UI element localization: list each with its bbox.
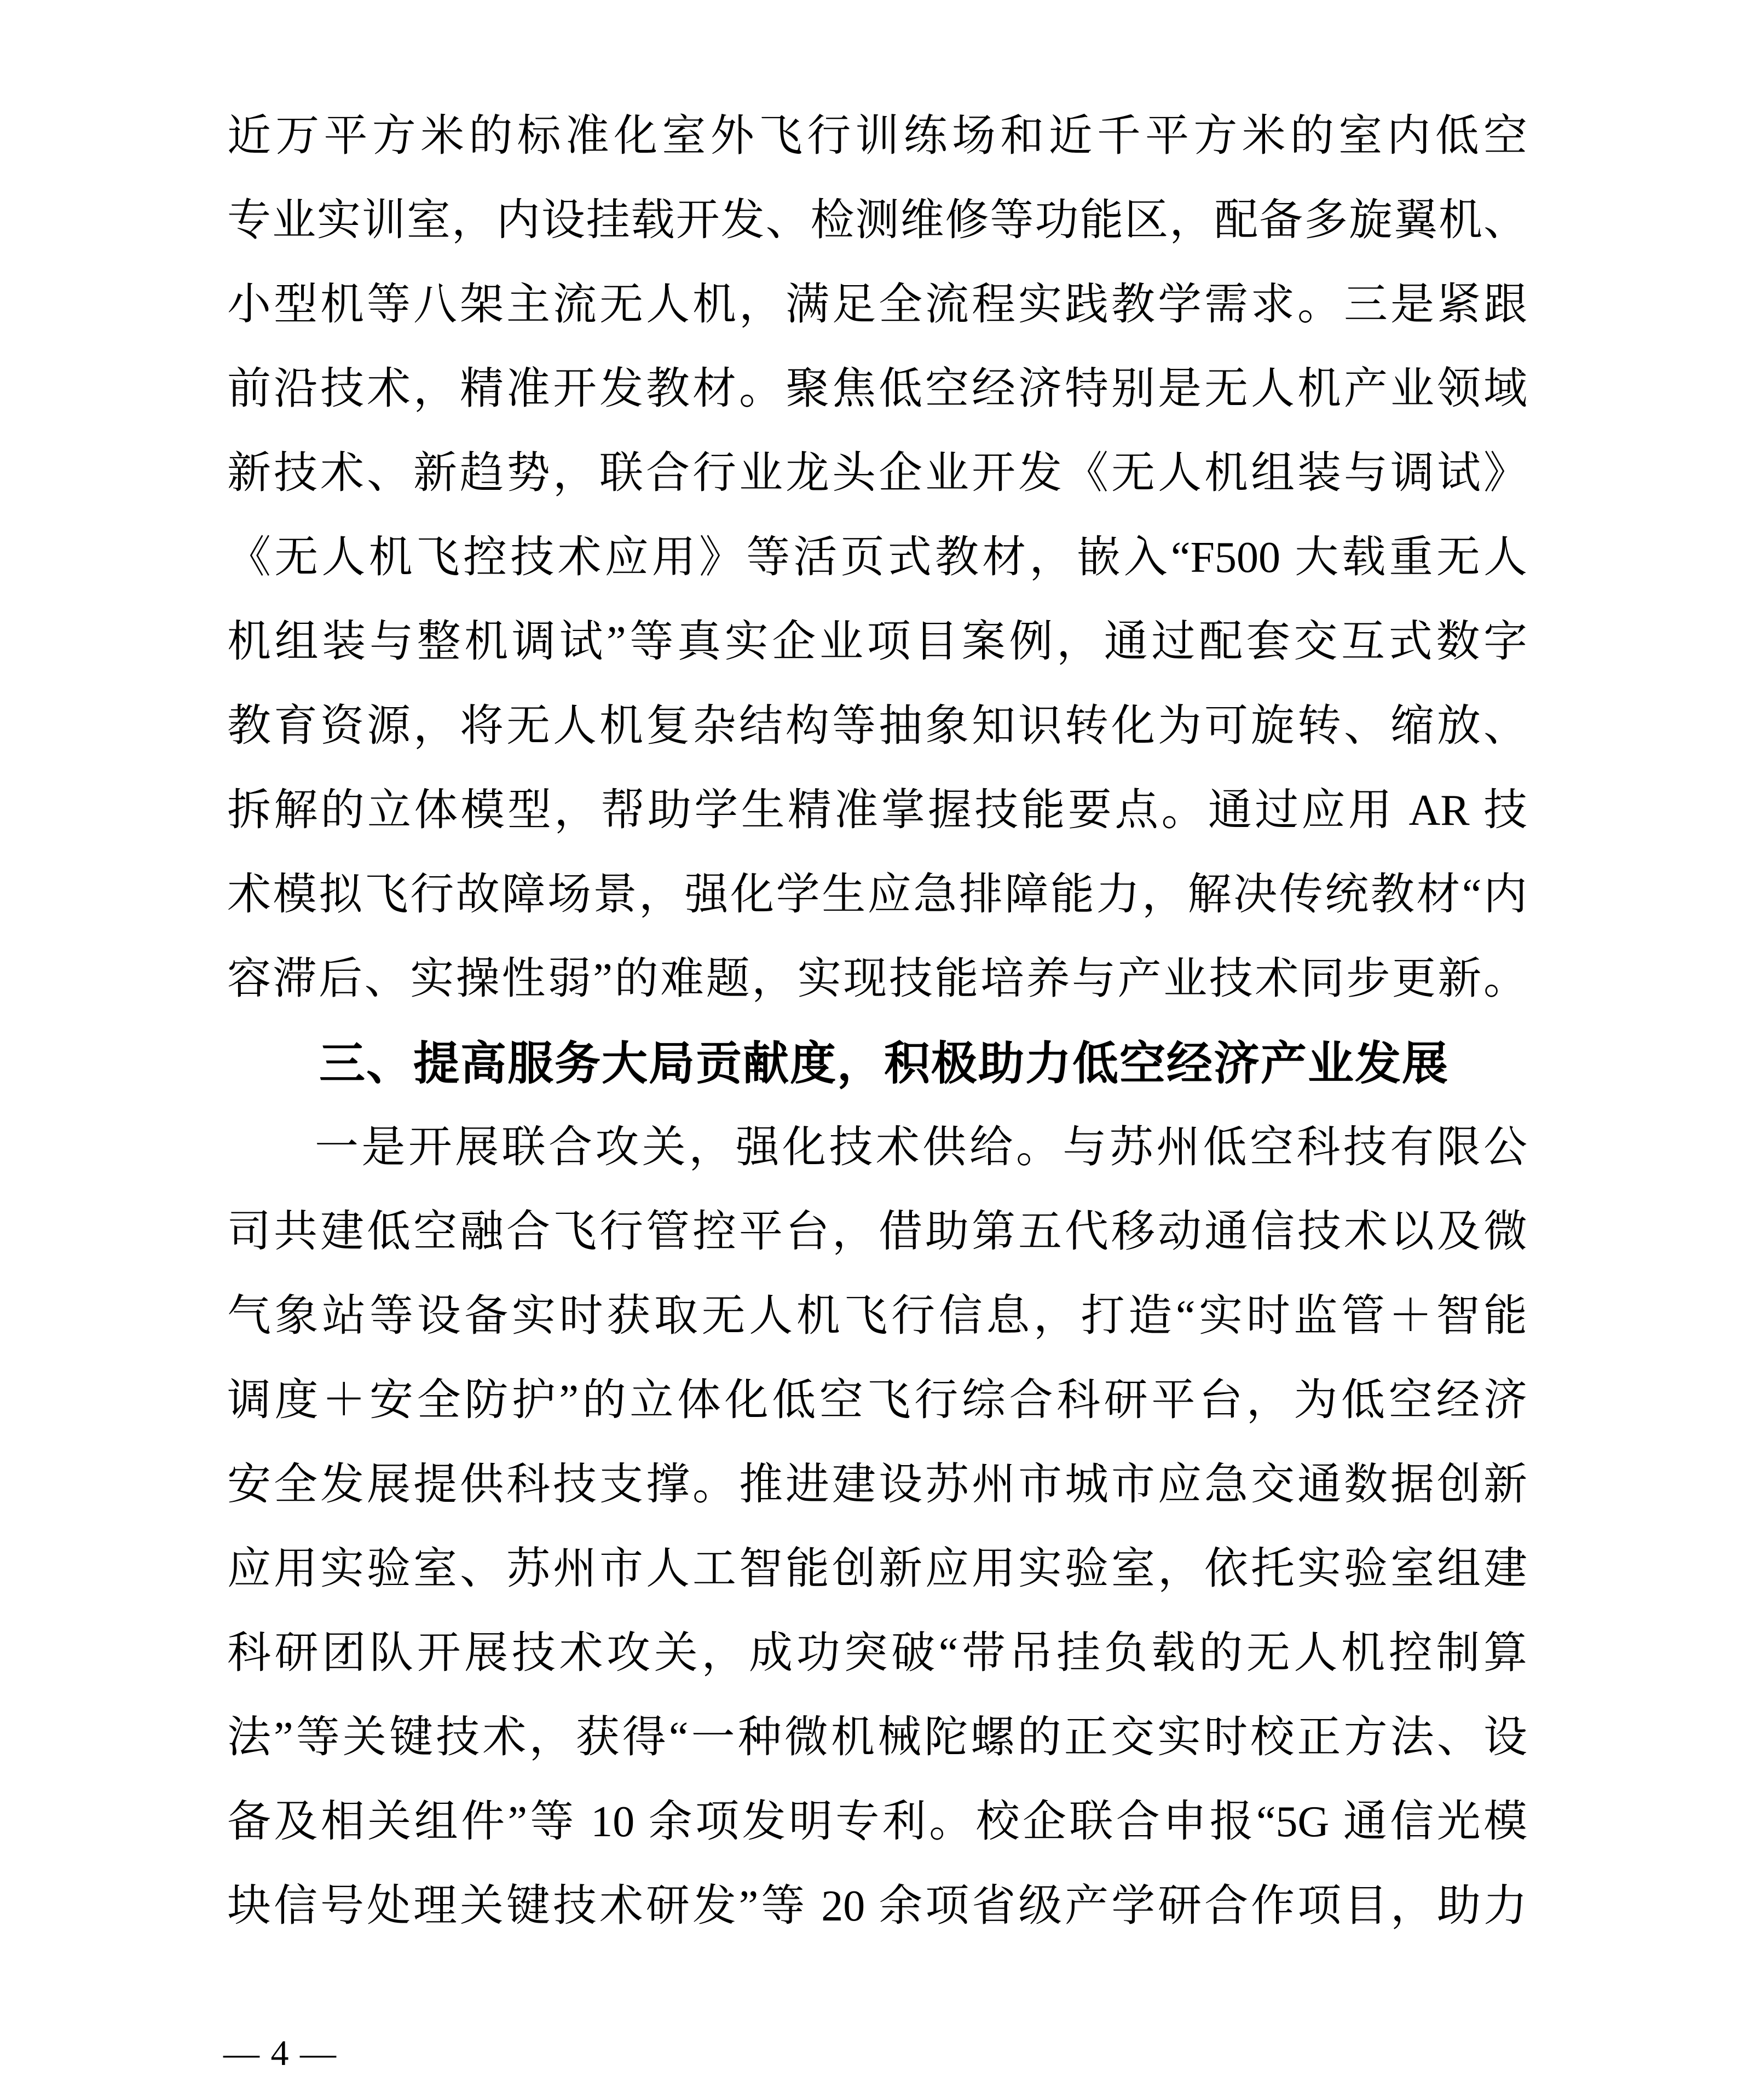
text-line: 应用实验室、苏州市人工智能创新应用实验室，依托实验室组建 (227, 1545, 1527, 1593)
page-number: — 4 — (223, 2033, 337, 2073)
text-line: 一是开展联合攻关，强化技术供给。与苏州低空科技有限公 (315, 1124, 1527, 1172)
text-line: 气象站等设备实时获取无人机飞行信息，打造“实时监管＋智能 (227, 1292, 1527, 1340)
text-line: 专业实训室，内设挂载开发、检测维修等功能区，配备多旋翼机、 (227, 196, 1527, 245)
text-line: 法”等关键技术，获得“一种微机械陀螺的正交实时校正方法、设 (227, 1714, 1527, 1762)
text-line: 《无人机飞控技术应用》等活页式教材，嵌入“F500 大载重无人 (227, 534, 1527, 582)
text-line: 备及相关组件”等 10 余项发明专利。校企联合申报“5G 通信光模 (227, 1798, 1527, 1846)
section-heading: 三、提高服务大局贡献度，积极助力低空经济产业发展 (319, 1038, 1450, 1089)
text-line: 术模拟飞行故障场景，强化学生应急排障能力，解决传统教材“内 (227, 871, 1527, 919)
document-body (227, 94, 1527, 1948)
text-line: 新技术、新趋势，联合行业龙头企业开发《无人机组装与调试》 (227, 449, 1527, 497)
text-line: 前沿技术，精准开发教材。聚焦低空经济特别是无人机产业领域 (227, 365, 1527, 413)
text-line: 科研团队开展技术攻关，成功突破“带吊挂负载的无人机控制算 (227, 1629, 1527, 1677)
text-line: 拆解的立体模型，帮助学生精准掌握技能要点。通过应用 AR 技 (227, 786, 1527, 835)
text-line: 小型机等八架主流无人机，满足全流程实践教学需求。三是紧跟 (227, 281, 1527, 329)
text-line: 司共建低空融合飞行管控平台，借助第五代移动通信技术以及微 (227, 1208, 1527, 1256)
text-line: 机组装与整机调试”等真实企业项目案例，通过配套交互式数字 (227, 618, 1527, 666)
text-line: 安全发展提供科技支撑。推进建设苏州市城市应急交通数据创新 (227, 1461, 1527, 1509)
text-line: 教育资源，将无人机复杂结构等抽象知识转化为可旋转、缩放、 (227, 702, 1527, 750)
text-line: 容滞后、实操性弱”的难题，实现技能培养与产业技术同步更新。 (227, 955, 1527, 1003)
text-line: 块信号处理关键技术研发”等 20 余项省级产学研合作项目，助力 (227, 1882, 1527, 1930)
text-line: 近万平方米的标准化室外飞行训练场和近千平方米的室内低空 (227, 112, 1527, 160)
text-line: 调度＋安全防护”的立体化低空飞行综合科研平台，为低空经济 (227, 1376, 1527, 1425)
